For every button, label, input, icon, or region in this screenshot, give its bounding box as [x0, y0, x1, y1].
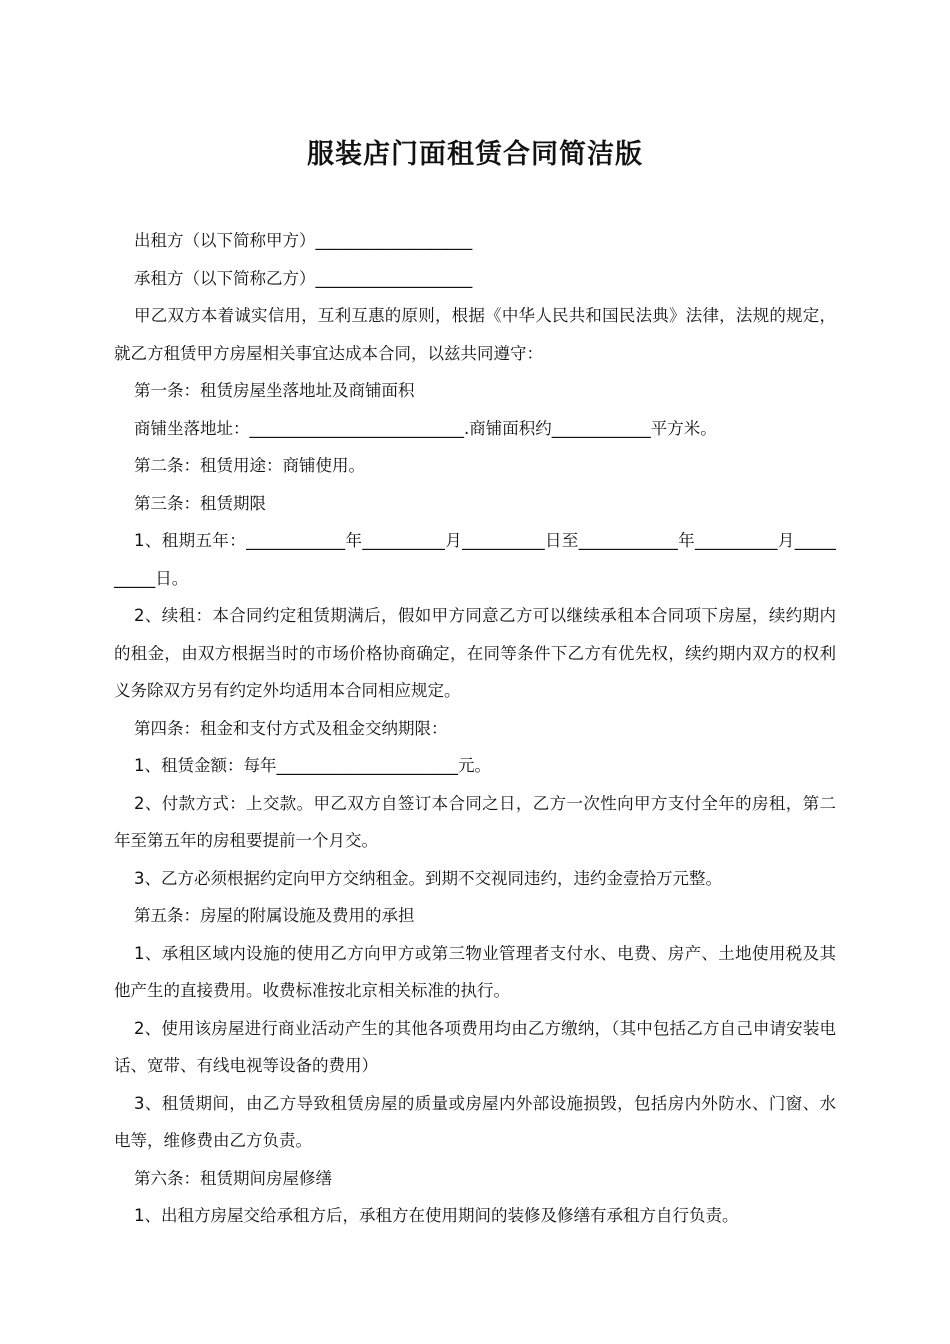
article-4-heading: 第四条：租金和支付方式及租金交纳期限：	[134, 718, 448, 738]
article-3-heading: 第三条：租赁期限	[134, 493, 266, 513]
preamble-paragraph: 甲乙双方本着诚实信用，互利互惠的原则，根据《中华人民共和国民法典》法律，法规的规定，就乙方租赁甲方房屋相关事宜达成本合同，以兹共同遵守：	[114, 306, 836, 363]
payment-method-clause: 2、付款方式：上交款。甲乙双方自签订本合同之日，乙方一次性向甲方支付全年的房租，第二年至第五年的房租要提前一个月交。	[114, 793, 836, 850]
article-5-heading: 第五条：房屋的附属设施及费用的承担	[134, 906, 415, 925]
rent-amount-clause: 1、租赁金额：每年______________________元。	[134, 756, 491, 775]
late-payment-clause: 3、乙方必须根据约定向甲方交纳租金。到期不交视同违约，违约金壹拾万元整。	[134, 868, 722, 888]
article-6-heading: 第六条：租赁期间房屋修缮	[134, 1168, 332, 1188]
damage-repair-clause: 3、租赁期间，由乙方导致租赁房屋的质量或房屋内外部设施损毁，包括房内外防水、门窗、水电等，维修费由乙方负责。	[114, 1093, 836, 1150]
business-expenses-clause: 2、使用该房屋进行商业活动产生的其他各项费用均由乙方缴纳，（其中包括乙方自己申请安装电话、宽带、有线电视等设备的费用）	[114, 1018, 836, 1075]
renovation-clause: 1、出租方房屋交给承租方后，承租方在使用期间的装修及修缮有承租方自行负责。	[134, 1206, 739, 1225]
party-a-line: 出租方（以下简称甲方）___________________	[134, 231, 473, 250]
lease-term-clause: 1、租期五年：____________年__________月__________日至____________年__________月__________日。	[114, 531, 836, 588]
document-body	[114, 222, 836, 1235]
party-b-line: 承租方（以下简称乙方）___________________	[134, 268, 473, 288]
document-title: 服装店门面租赁合同简洁版	[307, 139, 643, 170]
article-1-heading: 第一条：租赁房屋坐落地址及商铺面积	[134, 381, 415, 400]
article-2-heading: 第二条：租赁用途：商铺使用。	[134, 456, 365, 475]
shop-address-line: 商铺坐落地址：__________________________.商铺面积约____________平方米。	[134, 418, 717, 438]
renewal-clause: 2、续租：本合同约定租赁期满后，假如甲方同意乙方可以继续承租本合同项下房屋，续约期内的租金，由双方根据当时的市场价格协商确定，在同等条件下乙方有优先权，续约期内双方的权利义务除双方另有约定外均适用本合同相应规定。	[114, 606, 836, 700]
utilities-clause: 1、承租区域内设施的使用乙方向甲方或第三物业管理者支付水、电费、房产、土地使用税及其他产生的直接费用。收费标准按北京相关标准的执行。	[114, 943, 836, 1000]
